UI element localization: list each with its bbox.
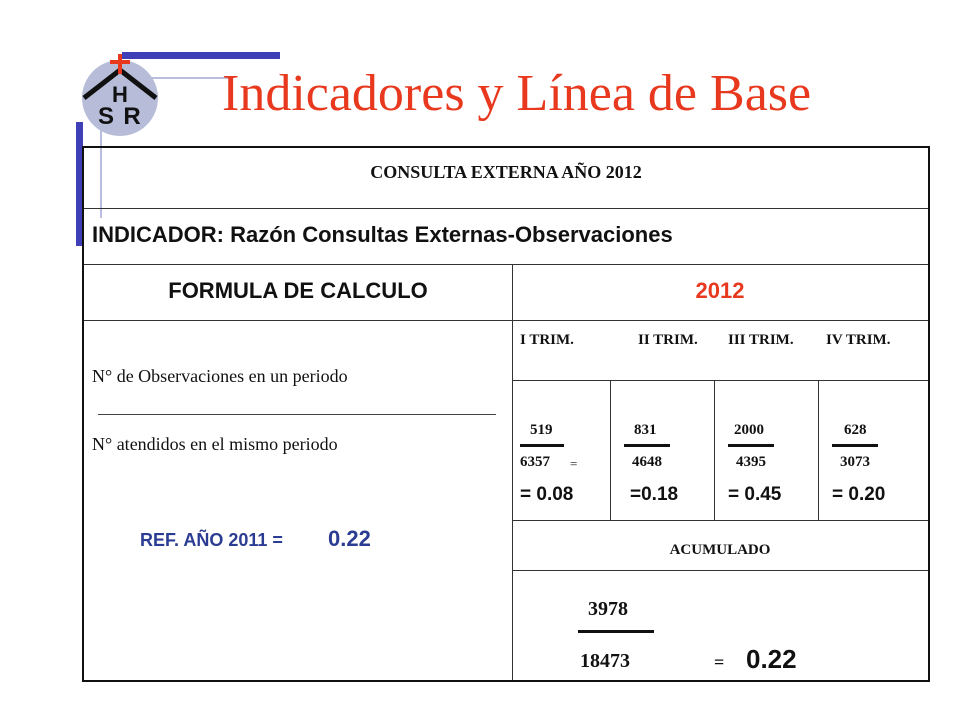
hsr-logo: [70, 48, 170, 138]
q2-denominator: 4648: [632, 454, 662, 470]
year-header: 2012: [695, 278, 745, 303]
q1-fraction-bar: [520, 444, 564, 447]
quarter-divider: [714, 380, 715, 520]
numerator-text: N° de Observaciones en un periodo: [92, 366, 348, 386]
q4-denominator: 3073: [840, 454, 870, 470]
quarter-label-3: III TRIM.: [728, 332, 794, 348]
fraction-line: [98, 414, 496, 415]
row-divider: [512, 380, 928, 381]
q1-equals: =: [570, 456, 578, 471]
indicator-name: INDICADOR: Razón Consultas Externas-Observaciones: [92, 222, 673, 247]
accumulated-denominator: 18473: [580, 650, 630, 672]
quarter-label-2: II TRIM.: [638, 332, 698, 348]
reference-label: REF. AÑO 2011 =: [140, 530, 283, 550]
quarter-label-1: I TRIM.: [520, 332, 574, 348]
q3-denominator: 4395: [736, 454, 766, 470]
accumulated-equals: =: [714, 652, 725, 672]
page-title: Indicadores y Línea de Base: [222, 65, 812, 122]
q2-numerator: 831: [634, 422, 657, 438]
row-divider: [84, 264, 928, 265]
q1-denominator: 6357: [520, 454, 550, 470]
quarter-divider: [610, 380, 611, 520]
indicator-table: [82, 146, 930, 682]
section-header: CONSULTA EXTERNA AÑO 2012: [370, 162, 642, 182]
accumulated-fraction-bar: [578, 630, 654, 633]
accumulated-result: 0.22: [746, 644, 797, 674]
q3-numerator: 2000: [734, 422, 764, 438]
q3-fraction-bar: [728, 444, 774, 447]
accumulated-numerator: 3978: [588, 598, 628, 620]
quarter-divider: [818, 380, 819, 520]
row-divider: [84, 208, 928, 209]
logo-letter-r: R: [123, 103, 141, 130]
row-divider: [512, 520, 928, 521]
logo-letter-s: S: [97, 103, 115, 130]
quarter-label-4: IV TRIM.: [826, 332, 891, 348]
row-divider: [84, 320, 928, 321]
reference-value: 0.22: [328, 526, 371, 551]
denominator-text: N° atendidos en el mismo periodo: [92, 434, 338, 454]
q2-result: =0.18: [630, 484, 679, 505]
q4-numerator: 628: [844, 422, 867, 438]
q4-fraction-bar: [832, 444, 878, 447]
row-divider: [512, 570, 928, 571]
q4-result: = 0.20: [832, 484, 886, 505]
q1-numerator: 519: [530, 422, 553, 438]
column-divider: [512, 264, 513, 680]
logo-letter-h: H: [112, 82, 128, 107]
accumulated-label: ACUMULADO: [669, 542, 771, 558]
q2-fraction-bar: [624, 444, 670, 447]
q1-result: = 0.08: [520, 484, 574, 505]
q3-result: = 0.45: [728, 484, 782, 505]
formula-header: FORMULA DE CALCULO: [168, 278, 428, 303]
